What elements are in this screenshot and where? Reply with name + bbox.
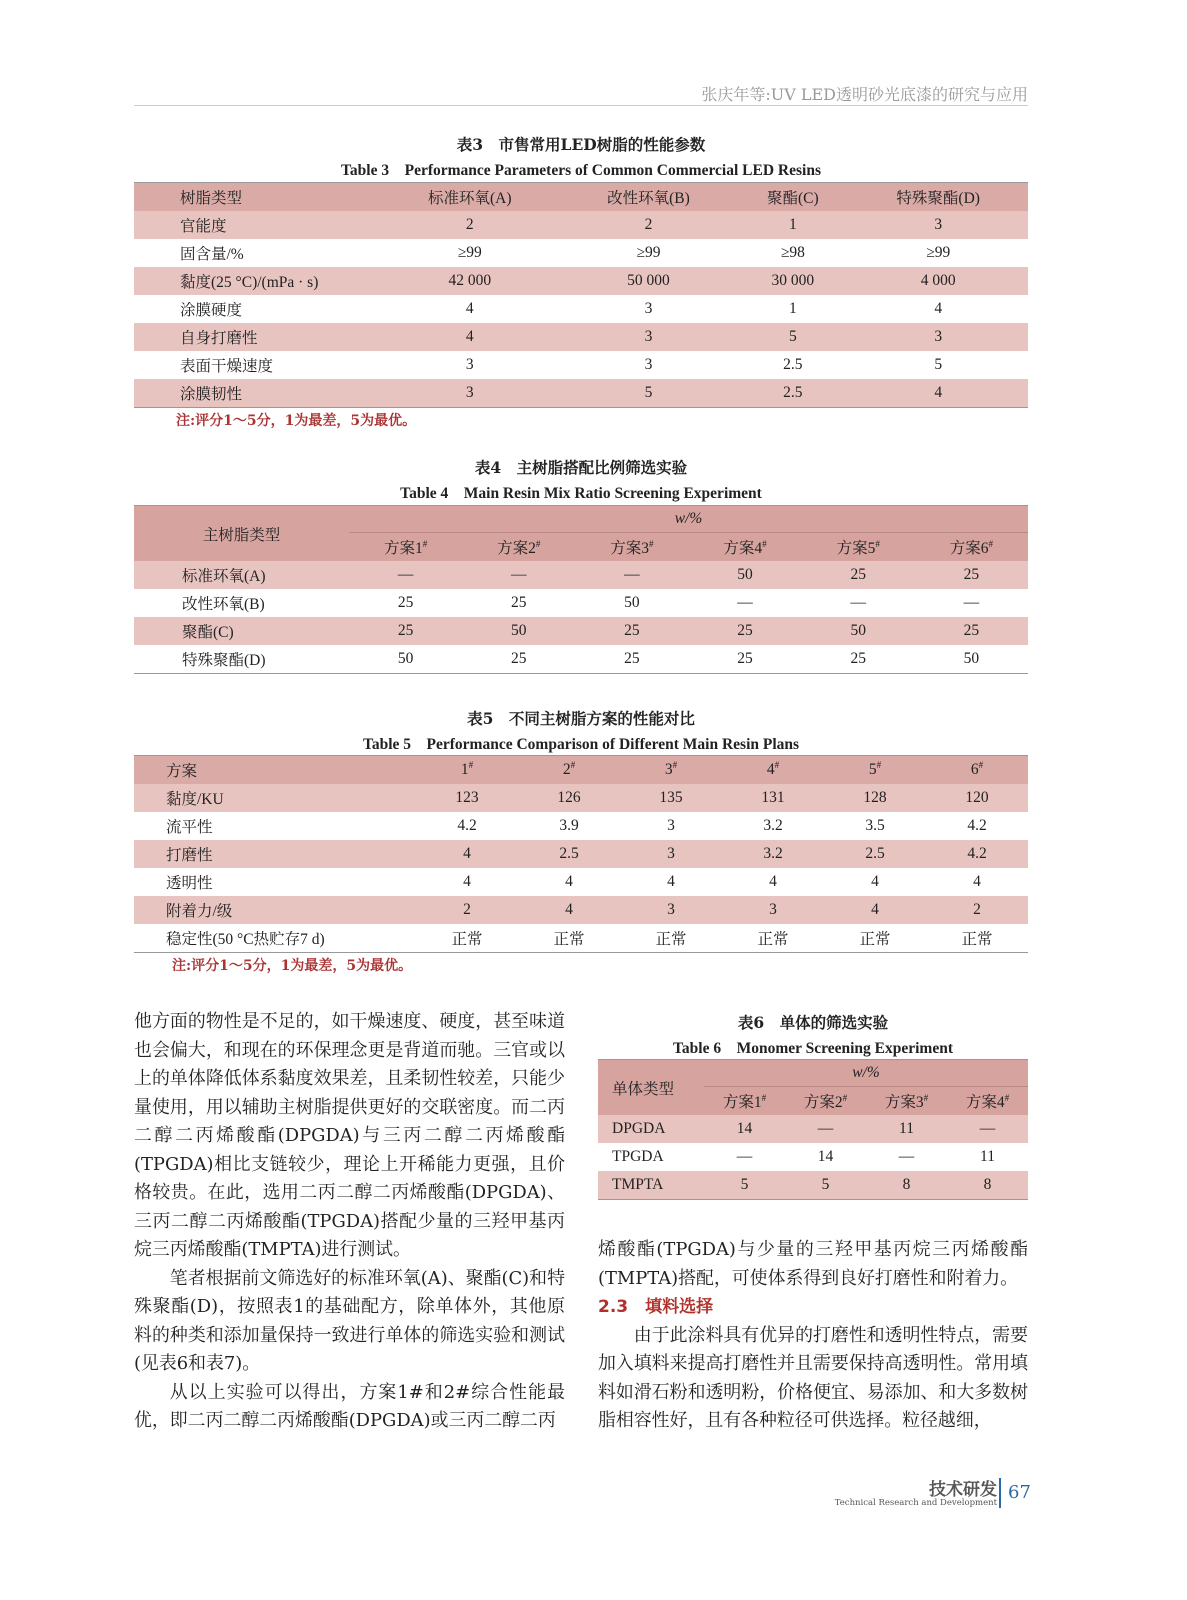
table-row: [134, 323, 1028, 351]
page-number: 67: [1008, 1482, 1031, 1503]
plan-header: [688, 533, 801, 562]
table-cell: 3: [644, 328, 653, 345]
table-cell: 126: [557, 789, 581, 806]
table-cell: 3: [465, 384, 474, 401]
plan-mark: #: [978, 760, 984, 771]
table-cell: 5: [934, 356, 943, 373]
table-cell: 5: [644, 384, 653, 401]
footer-divider: [999, 1478, 1001, 1508]
table-cell: 123: [455, 789, 479, 806]
table-cell: 1: [788, 300, 797, 317]
table5-title-en: Table 5 Performance Comparison of Different Main Resin Plans: [362, 736, 800, 753]
table-cell: 5: [788, 328, 797, 345]
plan-header: [947, 1087, 1028, 1116]
table-cell: 特殊聚酯(D): [182, 652, 266, 669]
header-row: [134, 506, 1028, 533]
plan-mark: #: [761, 1092, 767, 1103]
table-cell: 正常: [451, 931, 483, 948]
left-column: [134, 1008, 565, 1436]
right-column: [598, 1236, 1028, 1436]
table-cell: ≥98: [780, 244, 805, 261]
table-cell: 4: [769, 873, 777, 890]
plan-mark: #: [876, 760, 882, 771]
table-cell: 25: [963, 622, 980, 639]
table-row: [134, 840, 1028, 868]
table-cell: —: [736, 1148, 753, 1165]
plan-label: 1: [460, 761, 469, 779]
plan-mark: #: [649, 538, 654, 549]
table-cell: 3: [667, 901, 675, 918]
group-header: w/%: [704, 1060, 1028, 1087]
body-paragraph: 从以上实验可以得出，方案1#和2#综合性能最优，即二丙二醇二丙烯酸酯(DPGDA)或三丙二醇二丙: [134, 1381, 565, 1431]
table-cell: 3: [644, 300, 653, 317]
table3-note: 注:评分1～5分，1为最差，5为最优。: [176, 413, 417, 429]
table-cell: 14: [817, 1148, 834, 1165]
table-row: [134, 589, 1028, 617]
table-cell: —: [850, 594, 866, 611]
plan-header: [915, 533, 1028, 562]
table-cell: —: [510, 566, 527, 583]
plan-header: [620, 756, 722, 785]
table-cell: ≥99: [636, 244, 661, 261]
plan-header: [722, 756, 824, 785]
table-cell: 2.5: [865, 845, 885, 862]
table-row: [134, 784, 1028, 812]
table-cell: 25: [624, 622, 640, 639]
table-cell: 4: [973, 873, 981, 890]
table-cell: 50: [850, 622, 866, 639]
table3-title-en: Table 3 Performance Parameters of Common Commercial LED Resins: [341, 162, 821, 179]
table-cell: 25: [510, 594, 527, 611]
plan-header: [785, 1087, 866, 1116]
body-paragraph: 笔者根据前文筛选好的标准环氧(A)、聚酯(C)和特殊聚酯(D)，按照表1的基础配方，除单体外，其他原料的种类和添加量保持一致进行单体的筛选实验和测试(见表6和表7)。: [134, 1267, 565, 1374]
table-cell: 4.2: [967, 845, 987, 862]
table-cell: —: [817, 1120, 834, 1137]
plan-mark: #: [535, 538, 541, 549]
header-row: [598, 1060, 1028, 1087]
column-header: 标准环氧(A): [428, 190, 512, 207]
row-header: 方案: [166, 763, 198, 780]
table-cell: 3.5: [865, 817, 885, 834]
table5: [134, 755, 1028, 953]
table-cell: 8: [902, 1176, 911, 1193]
table-row: [598, 1115, 1028, 1143]
column-header: 聚酯(C): [767, 190, 819, 207]
table-cell: 2.5: [783, 384, 803, 401]
table-cell: 135: [659, 789, 683, 806]
table-cell: 25: [737, 650, 753, 667]
table-cell: 黏度(25 °C)/(mPa · s): [180, 274, 319, 291]
table-cell: TMPTA: [612, 1176, 664, 1193]
table-row: [134, 896, 1028, 924]
table-cell: 11: [980, 1148, 995, 1165]
plan-label: 方案4: [965, 1094, 1005, 1111]
table-cell: 正常: [961, 931, 993, 948]
table-cell: 附着力/级: [166, 903, 233, 920]
plan-header: [824, 756, 926, 785]
plan-label: 4: [766, 761, 775, 779]
table-cell: —: [397, 566, 414, 583]
table-cell: 4: [465, 328, 474, 345]
group-header: w/%: [349, 506, 1028, 533]
plan-header: [926, 756, 1028, 785]
table-row: [134, 239, 1028, 267]
plan-label: 方案3: [884, 1094, 924, 1111]
table-cell: 流平性: [166, 819, 213, 836]
plan-header: [416, 756, 518, 785]
table-cell: 2: [973, 901, 981, 918]
table-cell: 50: [624, 594, 640, 611]
table-cell: 50: [963, 650, 980, 667]
table-cell: 4: [463, 845, 471, 862]
table-cell: 25: [737, 622, 753, 639]
table-cell: 5: [740, 1176, 749, 1193]
table-cell: 4: [871, 873, 879, 890]
table-cell: 3: [934, 216, 943, 233]
table-cell: —: [898, 1148, 915, 1165]
table-cell: ≥99: [926, 244, 951, 261]
table-cell: 3: [667, 817, 675, 834]
plan-label: 2: [562, 761, 571, 779]
table-cell: 8: [983, 1176, 992, 1193]
table-cell: 2: [463, 901, 471, 918]
table-cell: 2: [465, 216, 474, 233]
table-cell: 30 000: [771, 272, 815, 289]
plan-label: 方案2: [497, 540, 536, 557]
table-cell: 50: [397, 650, 414, 667]
table-cell: 2.5: [559, 845, 579, 862]
plan-label: 6: [970, 761, 979, 779]
body-paragraph: 他方面的物性是不足的，如干燥速度、硬度，甚至味道也会偏大，和现在的环保理念更是背道而驰。三官或以上的单体降低体系黏度效果差，且柔韧性较差，只能少量使用，用以辅助主树脂提供更好的交联密度。而二丙二醇二丙烯酸酯(DPGDA)与三丙二醇二丙烯酸酯(TPGDA)相比支链较少，理论上开稀能力更强，且价格较贵。在此，选用二丙二醇二丙烯酸酯(DPGDA)、三丙二醇二丙烯酸酯(TPGDA)搭配少量的三羟甲基丙烷三丙烯酸酯(TMPTA)进行测试。: [134, 1011, 565, 1260]
table-row: [134, 812, 1028, 840]
column-header: 树脂类型: [180, 190, 243, 207]
table-cell: 4: [934, 300, 943, 317]
table-cell: 2: [644, 216, 653, 233]
table-cell: 4: [565, 901, 573, 918]
table-cell: 自身打磨性: [180, 330, 258, 347]
table-cell: 14: [736, 1120, 753, 1137]
table6-title-en: Table 6 Monomer Screening Experiment: [673, 1040, 953, 1057]
plan-mark: #: [988, 538, 994, 549]
table-cell: 50: [510, 622, 527, 639]
table-cell: 50: [737, 566, 753, 583]
table-cell: 透明性: [166, 875, 213, 892]
plan-label: 方案1: [722, 1094, 762, 1111]
table6: [598, 1059, 1028, 1200]
plan-mark: #: [570, 760, 576, 771]
table-cell: —: [979, 1120, 996, 1137]
plan-header: [575, 533, 688, 562]
table-cell: 4: [667, 873, 675, 890]
plan-label: 5: [868, 761, 877, 779]
table-cell: 4: [871, 901, 879, 918]
table-cell: 25: [510, 650, 527, 667]
plan-header: [866, 1087, 947, 1116]
table-cell: 25: [397, 594, 414, 611]
table-cell: 131: [761, 789, 785, 806]
table-cell: 4 000: [920, 272, 956, 289]
table-cell: 25: [963, 566, 980, 583]
table-cell: 改性环氧(B): [182, 596, 265, 613]
body-paragraph: 烯酸酯(TPGDA)与少量的三羟甲基丙烷三丙烯酸酯(TMPTA)搭配，可使体系得到良好打磨性和附着力。: [598, 1239, 1028, 1289]
plan-label: 方案2: [803, 1094, 843, 1111]
table-cell: TPGDA: [612, 1148, 664, 1165]
table-cell: 25: [624, 650, 640, 667]
plan-header: [704, 1087, 785, 1116]
table-cell: 3: [667, 845, 675, 862]
table-row: [134, 617, 1028, 645]
header-row: [134, 756, 1028, 785]
table-cell: 黏度/KU: [166, 791, 224, 808]
table-cell: 3.2: [763, 817, 783, 834]
plan-label: 方案3: [610, 540, 650, 557]
table-cell: 表面干燥速度: [180, 358, 274, 375]
table-cell: 正常: [553, 931, 585, 948]
plan-header: [349, 533, 462, 562]
plan-header: [518, 756, 620, 785]
table-cell: —: [624, 566, 640, 583]
plan-mark: #: [1004, 1092, 1010, 1103]
table-cell: ≥99: [457, 244, 482, 261]
table-cell: 11: [899, 1120, 914, 1137]
table-cell: 正常: [859, 931, 891, 948]
table-cell: —: [963, 594, 980, 611]
table3-title-cn: 表3 市售常用LED树脂的性能参数: [456, 135, 706, 154]
table-cell: 标准环氧(A): [182, 568, 266, 585]
table-cell: 25: [397, 622, 414, 639]
header-row: [134, 183, 1028, 212]
column-header: 改性环氧(B): [607, 190, 690, 207]
table-cell: 4: [934, 384, 943, 401]
table-row: [134, 868, 1028, 896]
running-header: 张庆年等:UV LED透明砂光底漆的研究与应用: [701, 85, 1028, 104]
table-row: [134, 295, 1028, 323]
table4-title-en: Table 4 Main Resin Mix Ratio Screening Experiment: [400, 485, 762, 502]
table3: [134, 182, 1028, 408]
section-heading: 2.3 填料选择: [598, 1297, 714, 1317]
table-row: [134, 267, 1028, 295]
plan-mark: #: [672, 760, 678, 771]
plan-mark: #: [923, 1092, 929, 1103]
column-header: 特殊聚酯(D): [896, 190, 980, 207]
table-cell: 2.5: [783, 356, 803, 373]
table6-title-cn: 表6 单体的筛选实验: [737, 1013, 889, 1032]
table-cell: 25: [850, 650, 866, 667]
plan-mark: #: [875, 538, 880, 549]
table-cell: 正常: [655, 931, 687, 948]
table-cell: 5: [821, 1176, 830, 1193]
plan-label: 方案4: [723, 540, 763, 557]
table-cell: 4: [465, 300, 474, 317]
table-row: [134, 561, 1028, 589]
header-rule: [134, 105, 1028, 106]
table-row: [134, 924, 1028, 953]
row-header: 主树脂类型: [202, 526, 281, 544]
table-cell: 4.2: [457, 817, 477, 834]
plan-label: 方案6: [949, 540, 989, 557]
table-row: [598, 1143, 1028, 1171]
table-row: [134, 645, 1028, 674]
table-cell: 正常: [757, 931, 789, 948]
table-cell: 固含量/%: [180, 246, 244, 263]
table-cell: 3: [644, 356, 653, 373]
body-paragraph: 由于此涂料具有优异的打磨性和透明性特点，需要加入填料来提高打磨性并且需要保持高透明性。常用填料如滑石粉和透明粉，价格便宜、易添加、和大多数树脂相容性好，且有各种粒径可供选择。粒径越细，: [598, 1324, 1028, 1431]
table-cell: 3: [934, 328, 943, 345]
table-cell: 3: [769, 901, 777, 918]
plan-mark: #: [422, 538, 428, 549]
table-cell: 打磨性: [166, 847, 213, 864]
plan-label: 方案1: [383, 540, 423, 557]
table-cell: 3: [465, 356, 474, 373]
table-row: [134, 211, 1028, 239]
plan-header: [462, 533, 575, 562]
table-row: [134, 351, 1028, 379]
table-cell: 128: [863, 789, 887, 806]
footer-section-en: Technical Research and Development: [834, 1498, 997, 1508]
table-cell: —: [737, 594, 753, 611]
plan-mark: #: [762, 538, 767, 549]
table-row: [598, 1171, 1028, 1200]
table5-note: 注:评分1～5分，1为最差，5为最优。: [172, 958, 413, 974]
table-cell: 42 000: [448, 272, 492, 289]
table-cell: 官能度: [180, 218, 227, 235]
plan-label: 方案5: [836, 540, 876, 557]
table-cell: 4: [463, 873, 471, 890]
table4-title-cn: 表4 主树脂搭配比例筛选实验: [474, 458, 688, 477]
table-cell: 稳定性(50 °C热贮存7 d): [166, 931, 325, 948]
table-cell: 涂膜韧性: [180, 386, 243, 403]
table-cell: 聚酯(C): [182, 624, 234, 641]
plan-mark: #: [468, 760, 474, 771]
plan-label: 3: [664, 761, 673, 779]
table-cell: 25: [850, 566, 866, 583]
table-cell: 50 000: [627, 272, 670, 289]
table5-title-cn: 表5 不同主树脂方案的性能对比: [467, 709, 695, 728]
table-cell: 1: [788, 216, 797, 233]
table-cell: 3.2: [763, 845, 783, 862]
table-cell: 4: [565, 873, 573, 890]
table-cell: DPGDA: [612, 1120, 666, 1137]
table-cell: 3.9: [559, 817, 579, 834]
plan-mark: #: [842, 1092, 848, 1103]
table-cell: 涂膜硬度: [180, 302, 243, 319]
footer-section-cn: 技术研发: [929, 1480, 997, 1500]
table-cell: 120: [965, 789, 989, 806]
table-cell: 4.2: [967, 817, 987, 834]
table4: [134, 505, 1028, 674]
plan-mark: #: [774, 760, 780, 771]
row-header: 单体类型: [612, 1080, 675, 1098]
plan-header: [802, 533, 915, 562]
table-row: [134, 379, 1028, 408]
